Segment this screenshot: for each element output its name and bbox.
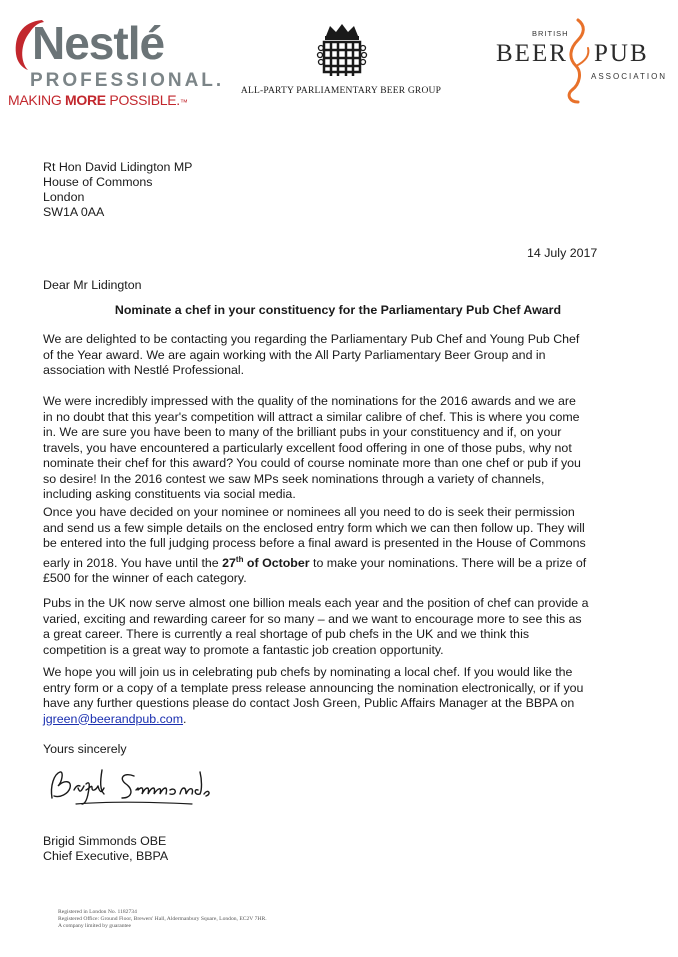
text-line: so desire! In the 2016 contest we saw MPs seek nominations through a variety of channels,	[43, 471, 545, 486]
text-line: in. We are sure you have been to many of the brilliant pubs in your constituency and if, on your	[43, 425, 562, 439]
bbpa-pub: PUB	[594, 40, 649, 67]
text-line: varied, exciting and rewarding career for so many – and we want to encourage more to see this as	[43, 611, 582, 626]
address-line: SW1A 0AA	[43, 205, 105, 219]
portcullis-icon	[316, 22, 368, 84]
text-line: Once you have decided on your nominee or nominees all you need to do is seek their permission	[43, 505, 575, 519]
text-line: be entered into the full judging process before a final award is presented in the House of Commons	[43, 536, 586, 550]
handwritten-signature	[42, 760, 242, 815]
closing: Yours sincerely	[43, 742, 127, 756]
text-line: in no doubt that this year's competition will attract a similar calibre of chef. This is where you come	[43, 409, 580, 424]
text-line: We were incredibly impressed with the quality of the nominations for the 2016 awards and we are	[43, 394, 576, 408]
text-line: a great career. There is currently a real shortage of pub chefs in the UK and we think this	[43, 627, 530, 641]
letter-heading: Nominate a chef in your constituency for the Parliamentary Pub Chef Award	[114, 303, 562, 317]
deadline-date: 27th of October	[222, 554, 310, 570]
bbpa-logo	[496, 18, 668, 104]
text-line: £500 for the winner of each category.	[43, 571, 247, 586]
text-line: travels, you have encountered a particularly excellent food offering in one of those pubs, why not	[43, 440, 572, 455]
text-line: including asking constituents via social media.	[43, 487, 296, 501]
bbpa-british: BRITISH	[532, 29, 569, 38]
bbpa-beer: BEER	[496, 40, 568, 67]
text-line: have any further questions please do contact Josh Green, Public Affairs Manager at the BBPA on	[43, 696, 575, 710]
paragraph-intro	[43, 332, 635, 379]
text-line: nominate their chef for this award? You could of course nominate more than one chef or pub if you	[43, 456, 581, 470]
paragraph-careers	[43, 596, 635, 658]
recipient-address	[43, 160, 192, 220]
text-line: We are delighted to be contacting you regarding the Parliamentary Pub Chef and Young Pub Chef	[43, 332, 580, 346]
footer-line: Registered Office: Ground Floor, Brewers' Hall, Aldermanbury Square, London, EC2V 7HR.	[58, 916, 267, 923]
signatory-name: Brigid Simmonds OBE	[43, 834, 167, 848]
footer-line: Registered in London No. 1182734	[58, 909, 137, 915]
text-line: of the Year award. We are again working with the All Party Parliamentary Beer Group and in	[43, 347, 546, 362]
company-registration-footer	[58, 909, 267, 931]
address-line: Rt Hon David Lidington MP	[43, 160, 193, 174]
text-line: We hope you will join us in celebrating pub chefs by nominating a local chef. If you would like the	[43, 665, 573, 679]
text-line: and send us a few simple details on the enclosed entry form which we can then follow up. They will	[43, 520, 585, 535]
address-line: House of Commons	[43, 175, 153, 189]
text-line: competition is a great way to promote a fantastic job creation opportunity.	[43, 642, 444, 657]
address-line: London	[43, 190, 85, 204]
text-line-deadline: early in 2018. You have until the 27th of October to make your nominations. There will be a prize of	[43, 554, 587, 570]
contact-email-link[interactable]: jgreen@beerandpub.com	[43, 711, 184, 726]
text-line: Pubs in the UK now serve almost one billion meals each year and the position of chef can provide a	[43, 596, 589, 610]
bbpa-association: ASSOCIATION	[591, 72, 668, 81]
signatory-title: Chief Executive, BBPA	[43, 849, 169, 863]
paragraph-contact	[43, 665, 635, 727]
text-line: association with Nestlé Professional.	[43, 363, 245, 377]
salutation: Dear Mr Lidington	[43, 278, 142, 292]
nestle-wordmark: Nestlé	[32, 17, 165, 69]
text-line: entry form or a copy of a template press release announcing the nomination electronically, or if you	[43, 680, 584, 695]
text-line-email: jgreen@beerandpub.com.	[43, 711, 187, 726]
signatory-block	[43, 834, 168, 864]
paragraph-process	[43, 505, 635, 587]
paragraph-nominations	[43, 394, 635, 503]
footer-line: A company limited by guarantee	[58, 923, 132, 930]
letter-date: 14 July 2017	[527, 246, 598, 260]
appg-beer-logo	[236, 22, 446, 108]
appg-name: ALL-PARTY PARLIAMENTARY BEER GROUP	[240, 86, 442, 96]
nestle-professional-text: PROFESSIONAL.	[30, 70, 225, 91]
nestle-professional-logo	[8, 14, 225, 114]
nestle-tagline: MAKING MORE POSSIBLE.™	[8, 92, 188, 108]
